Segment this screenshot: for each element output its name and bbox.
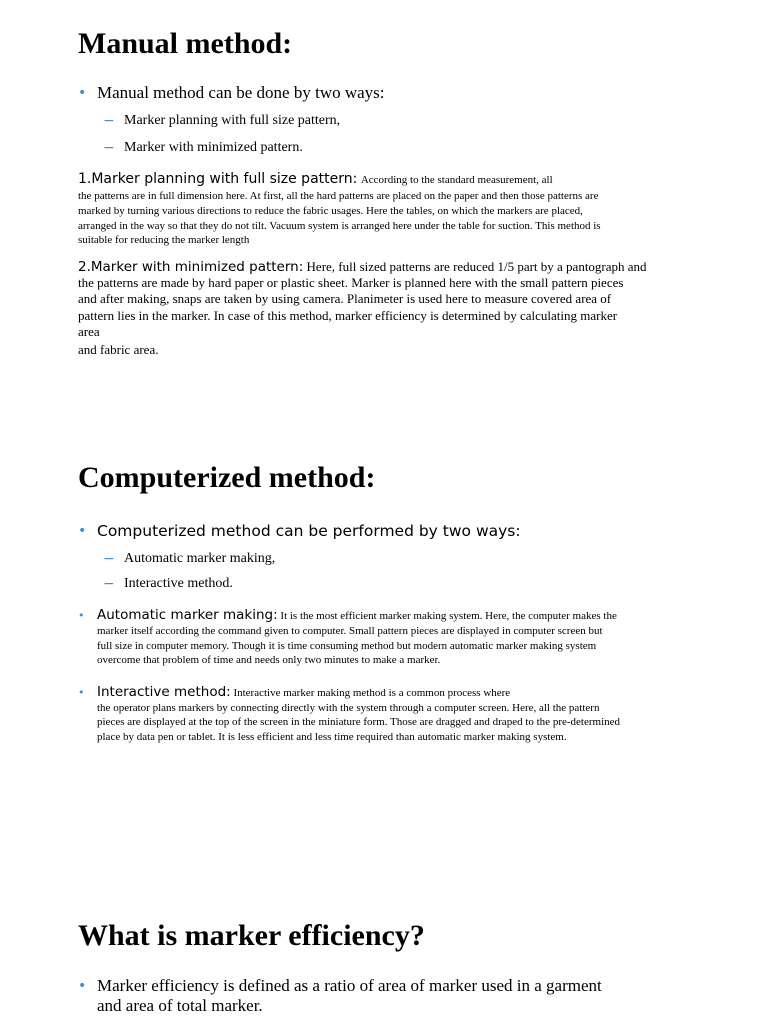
paragraph-first-line xyxy=(78,170,553,189)
dash-icon: − xyxy=(103,140,115,156)
computerized-sub-item-text: Automatic marker making, xyxy=(124,551,276,566)
paragraph-line: arranged in the way so that they do not tilt. Vacuum system is arranged here under the table for suction. This method is xyxy=(78,220,601,232)
manual-sub-item-text: Marker with minimized pattern. xyxy=(124,140,303,155)
paragraph-first-line xyxy=(97,606,617,625)
paragraph-text: Here, full sized patterns are reduced 1/5 part by a pantograph and xyxy=(306,259,647,274)
paragraph-text: It is the most efficient marker making system. Here, the computer makes the xyxy=(280,610,617,622)
paragraph-first-line xyxy=(97,683,510,702)
paragraph-line: the patterns are made by hard paper or plastic sheet. Marker is planned here with the small pattern pieces xyxy=(78,275,624,290)
efficiency-bullet-line: and area of total marker. xyxy=(97,996,263,1015)
paragraph-line: overcome that problem of time and needs only two minutes to make a marker. xyxy=(97,654,441,666)
paragraph-text: According to the standard measurement, all xyxy=(360,174,553,186)
marker-efficiency-title: What is marker efficiency? xyxy=(78,919,425,952)
bullet-icon: • xyxy=(78,85,87,101)
paragraph-line: area xyxy=(78,324,100,339)
paragraph-text: Interactive marker making method is a common process where xyxy=(233,687,511,699)
paragraph-line: and after making, snaps are taken by using camera. Planimeter is used here to measure covered area of xyxy=(78,291,612,306)
computerized-bullet-text: Computerized method can be performed by two ways: xyxy=(97,522,521,540)
paragraph-heading: 1.Marker planning with full size pattern: xyxy=(78,171,358,187)
paragraph-line: suitable for reducing the marker length xyxy=(78,234,250,246)
paragraph-heading: Automatic marker making: xyxy=(97,607,278,623)
bullet-icon: • xyxy=(78,686,85,699)
bullet-icon: • xyxy=(78,523,87,539)
dash-icon: − xyxy=(103,113,115,129)
paragraph-line: the operator plans markers by connecting directly with the system through a computer screen. Here, all the pattern xyxy=(97,702,600,714)
manual-bullet-text: Manual method can be done by two ways: xyxy=(97,83,385,102)
paragraph-line: full size in computer memory. Though it is time consuming method but modern automatic marker making system xyxy=(97,640,597,652)
dash-icon: − xyxy=(103,576,115,592)
paragraph-line: marked by turning various directions to reduce the fabric usages. Here the tables, on which the markers are placed, xyxy=(78,205,583,217)
paragraph-line: and fabric area. xyxy=(78,342,159,357)
manual-sub-item-text: Marker planning with full size pattern, xyxy=(124,113,341,128)
computerized-method-title: Computerized method: xyxy=(78,461,376,494)
paragraph-first-line xyxy=(78,258,647,276)
manual-method-title: Manual method: xyxy=(78,27,293,60)
dash-icon: − xyxy=(103,551,115,567)
efficiency-bullet-line: Marker efficiency is defined as a ratio of area of marker used in a garment xyxy=(97,976,602,995)
paragraph-line: the patterns are in full dimension here. At first, all the hard patterns are placed on the paper and then those patterns are xyxy=(78,190,599,202)
paragraph-line: place by data pen or tablet. It is less efficient and less time required than automatic marker making system. xyxy=(97,731,567,743)
bullet-icon: • xyxy=(78,978,87,994)
paragraph-heading: Interactive method: xyxy=(97,684,231,700)
paragraph-heading: 2.Marker with minimized pattern: xyxy=(78,259,304,275)
paragraph-line: marker itself according the command given to computer. Small pattern pieces are displayed in computer screen but xyxy=(97,625,603,637)
bullet-icon: • xyxy=(78,609,85,622)
paragraph-line: pattern lies in the marker. In case of this method, marker efficiency is determined by calculating marker xyxy=(78,308,618,323)
computerized-sub-item-text: Interactive method. xyxy=(124,576,233,591)
paragraph-line: pieces are displayed at the top of the screen in the miniature form. Those are dragged and draped to the pre-determined xyxy=(97,716,621,728)
